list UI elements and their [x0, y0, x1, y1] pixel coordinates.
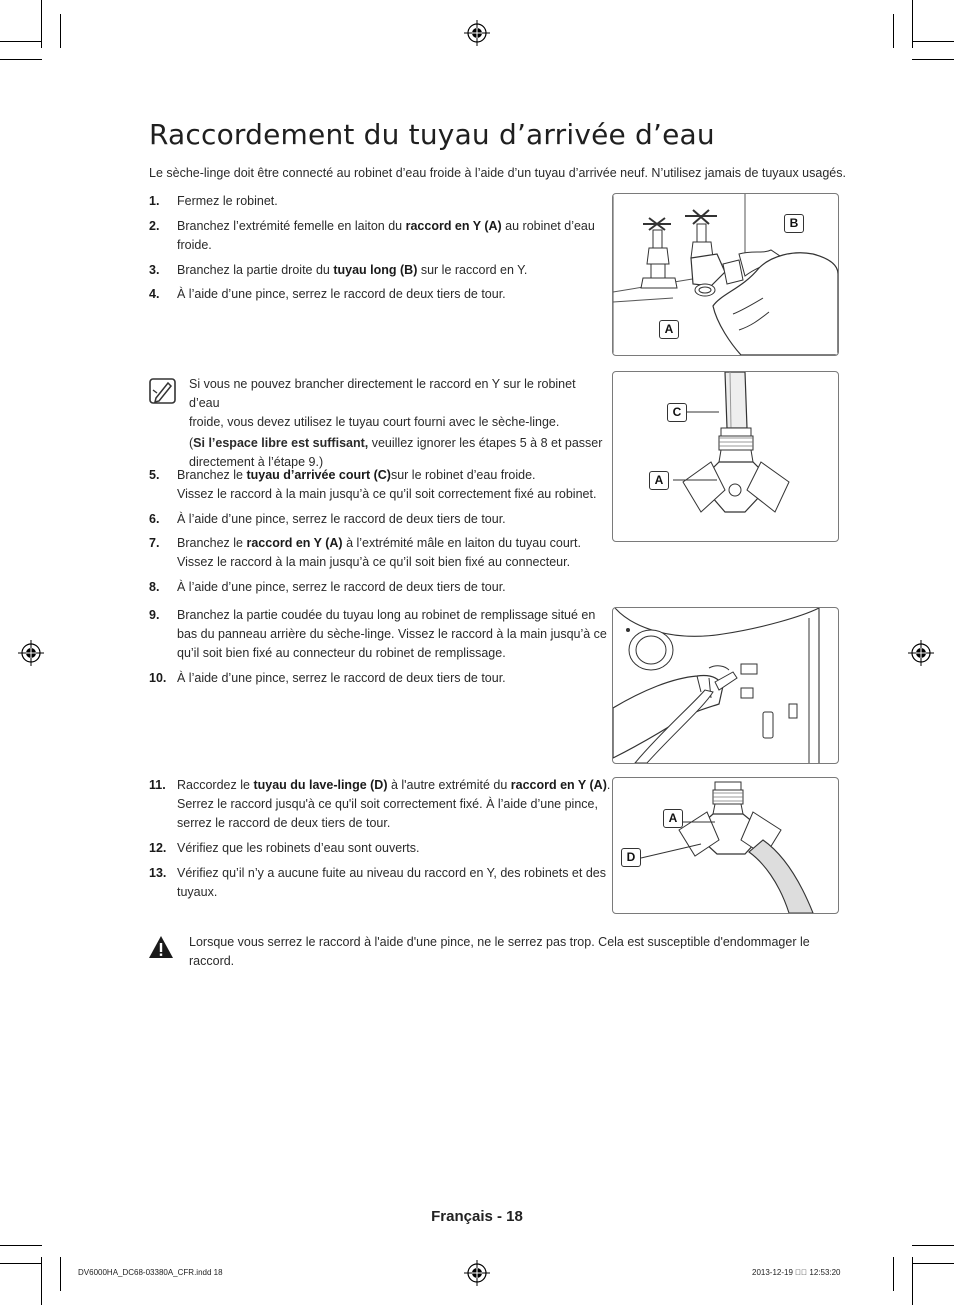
- warning-line: Lorsque vous serrez le raccord à l'aide d'une pince, ne le serrez pas trop. Cela est susceptible d'endommager le: [189, 935, 810, 949]
- warning-text: [189, 933, 839, 971]
- step-number: 6.: [149, 512, 160, 526]
- intro-text: Le sèche-linge doit être connecté au robinet d’eau froide à l’aide d’un tuyau d’arrivée neuf. N’utilisez jamais de tuyaux usagés.: [149, 166, 846, 180]
- step-fragment: qu’il soit bien fixé au connecteur du robinet de remplissage.: [177, 646, 506, 660]
- step-fragment: sur le robinet d’eau froide.: [390, 468, 536, 482]
- faucet-illustration: [613, 194, 838, 355]
- page-title: Raccordement du tuyau d’arrivée d’eau: [149, 118, 715, 151]
- warning-line: raccord.: [189, 954, 235, 968]
- step-fragment: Fermez le robinet.: [177, 194, 278, 208]
- step-text: [177, 192, 278, 211]
- step-number: 9.: [149, 608, 160, 622]
- figure-label-a: A: [663, 809, 683, 828]
- figure-dryer-back-panel: [612, 607, 839, 764]
- step-emphasis: raccord en Y (A): [246, 536, 343, 550]
- note-line: [189, 434, 609, 453]
- note-text: [189, 375, 609, 472]
- crop-mark: [912, 41, 954, 42]
- warning-triangle-icon: [148, 935, 174, 959]
- note-bold: Si l’espace libre est suffisant,: [193, 436, 369, 450]
- step-fragment: À l’aide d’une pince, serrez le raccord de deux tiers de tour.: [177, 580, 506, 594]
- step-number: 7.: [149, 536, 160, 550]
- figure-short-hose-y-connector: [612, 371, 839, 542]
- crop-mark: [0, 1263, 42, 1264]
- step-number: 4.: [149, 287, 160, 301]
- step-fragment: À l’aide d’une pince, serrez le raccord de deux tiers de tour.: [177, 287, 506, 301]
- step-fragment: tuyaux.: [177, 885, 218, 899]
- step-text: [177, 534, 581, 572]
- step-emphasis: raccord en Y (A): [510, 778, 607, 792]
- figure-label-a: A: [659, 320, 679, 339]
- step-item: [149, 839, 609, 859]
- step-emphasis: tuyau du lave-linge (D): [253, 778, 388, 792]
- step-item: [149, 669, 609, 689]
- step-item: [149, 261, 599, 281]
- step-number: 5.: [149, 468, 160, 482]
- step-text: [177, 776, 610, 833]
- dryer-illustration: [613, 608, 838, 763]
- step-item: [149, 578, 609, 598]
- note-rest: veuillez ignorer les étapes 5 à 8 et passer: [368, 436, 603, 450]
- step-number: 12.: [149, 841, 167, 855]
- step-number: 11.: [149, 778, 166, 792]
- crop-mark: [0, 1245, 42, 1246]
- figure-label-a: A: [649, 471, 669, 490]
- figure-label-b: B: [784, 214, 804, 233]
- step-fragment: bas du panneau arrière du sèche-linge. Vissez le raccord à la main jusqu’à ce: [177, 627, 607, 641]
- short-hose-illustration: [613, 372, 838, 541]
- step-fragment: Vissez le raccord à la main jusqu’à ce qu’il soit bien fixé au connecteur.: [177, 555, 571, 569]
- step-text: [177, 578, 506, 597]
- crop-mark: [60, 1257, 61, 1291]
- step-text: [177, 466, 596, 504]
- step-text: [177, 839, 420, 858]
- crop-mark: [0, 41, 42, 42]
- step-fragment: Vérifiez qu’il n’y a aucune fuite au niveau du raccord en Y, des robinets et des: [177, 866, 606, 880]
- step-fragment: Branchez la partie droite du: [177, 263, 334, 277]
- step-number: 10.: [149, 671, 167, 685]
- step-text: [177, 261, 527, 280]
- crop-mark: [912, 59, 954, 60]
- step-item: [149, 285, 599, 305]
- step-fragment: Branchez le: [177, 536, 247, 550]
- registration-mark-icon: [18, 640, 44, 666]
- step-item: [149, 192, 599, 212]
- note-line: Si vous ne pouvez brancher directement le raccord en Y sur le robinet d’eau: [189, 377, 576, 410]
- step-fragment: Serrez le raccord jusqu'à ce qu'il soit correctement fixé. À l’aide d’une pince,: [177, 797, 598, 811]
- figure-y-connector-hose-d: [612, 777, 839, 914]
- step-text: [177, 606, 607, 663]
- step-number: 3.: [149, 263, 160, 277]
- step-text: [177, 217, 595, 255]
- step-fragment: Branchez le: [177, 468, 247, 482]
- step-item: [149, 534, 609, 574]
- step-item: [149, 606, 609, 666]
- registration-mark-icon: [464, 1260, 490, 1286]
- step-fragment: Vérifiez que les robinets d’eau sont ouverts.: [177, 841, 420, 855]
- crop-mark: [893, 1257, 894, 1291]
- step-fragment: au robinet d’eau: [501, 219, 595, 233]
- crop-mark: [0, 59, 42, 60]
- step-fragment: Branchez la partie coudée du tuyau long au robinet de remplissage situé en: [177, 608, 596, 622]
- file-slug: DV6000HA_DC68-03380A_CFR.indd 18: [78, 1268, 223, 1277]
- step-fragment: À l’aide d’une pince, serrez le raccord de deux tiers de tour.: [177, 512, 506, 526]
- step-text: [177, 864, 606, 902]
- figure-faucet-y-connector: [612, 193, 839, 356]
- step-emphasis: tuyau long (B): [333, 263, 418, 277]
- step-text: [177, 510, 506, 529]
- note-line: froide, vous devez utilisez le tuyau court fourni avec le sèche-linge.: [189, 415, 560, 429]
- step-fragment: Branchez l’extrémité femelle en laiton du: [177, 219, 406, 233]
- step-fragment: à l'autre extrémité du: [387, 778, 511, 792]
- registration-mark-icon: [464, 20, 490, 46]
- crop-mark: [60, 14, 61, 48]
- step-fragment: Vissez le raccord à la main jusqu’à ce qu’il soit correctement fixé au robinet.: [177, 487, 597, 501]
- step-text: [177, 285, 506, 304]
- step-item: [149, 510, 609, 530]
- step-item: [149, 776, 619, 836]
- step-number: 13.: [149, 866, 167, 880]
- figure-label-c: C: [667, 403, 687, 422]
- crop-mark: [912, 1263, 954, 1264]
- step-emphasis: tuyau d’arrivée court (C): [246, 468, 391, 482]
- step-fragment: froide.: [177, 238, 212, 252]
- step-fragment: À l’aide d’une pince, serrez le raccord de deux tiers de tour.: [177, 671, 506, 685]
- step-item: [149, 217, 599, 257]
- crop-mark: [41, 1257, 42, 1305]
- step-number: 2.: [149, 219, 160, 233]
- crop-mark: [893, 14, 894, 48]
- step-item: [149, 864, 609, 904]
- crop-mark: [912, 1245, 954, 1246]
- note-pencil-icon: [148, 376, 178, 406]
- page-footer: Français - 18: [431, 1208, 523, 1225]
- figure-label-d: D: [621, 848, 641, 867]
- registration-mark-icon: [908, 640, 934, 666]
- step-text: [177, 669, 506, 688]
- step-fragment: à l’extrémité mâle en laiton du tuyau court.: [342, 536, 581, 550]
- step-item: [149, 466, 609, 506]
- crop-mark: [912, 1257, 913, 1305]
- step-fragment: .: [606, 778, 611, 792]
- y-connector-hose-illustration: [613, 778, 838, 913]
- note-paren: (: [189, 436, 194, 450]
- step-number: 1.: [149, 194, 160, 208]
- step-fragment: sur le raccord en Y.: [417, 263, 528, 277]
- step-fragment: Raccordez le: [177, 778, 254, 792]
- step-emphasis: raccord en Y (A): [405, 219, 502, 233]
- date-slug: 2013-12-19 ￿￿ 12:53:20: [752, 1268, 841, 1277]
- note-line: directement à l’étape 9.): [189, 455, 324, 469]
- step-fragment: serrez le raccord de deux tiers de tour.: [177, 816, 391, 830]
- step-number: 8.: [149, 580, 160, 594]
